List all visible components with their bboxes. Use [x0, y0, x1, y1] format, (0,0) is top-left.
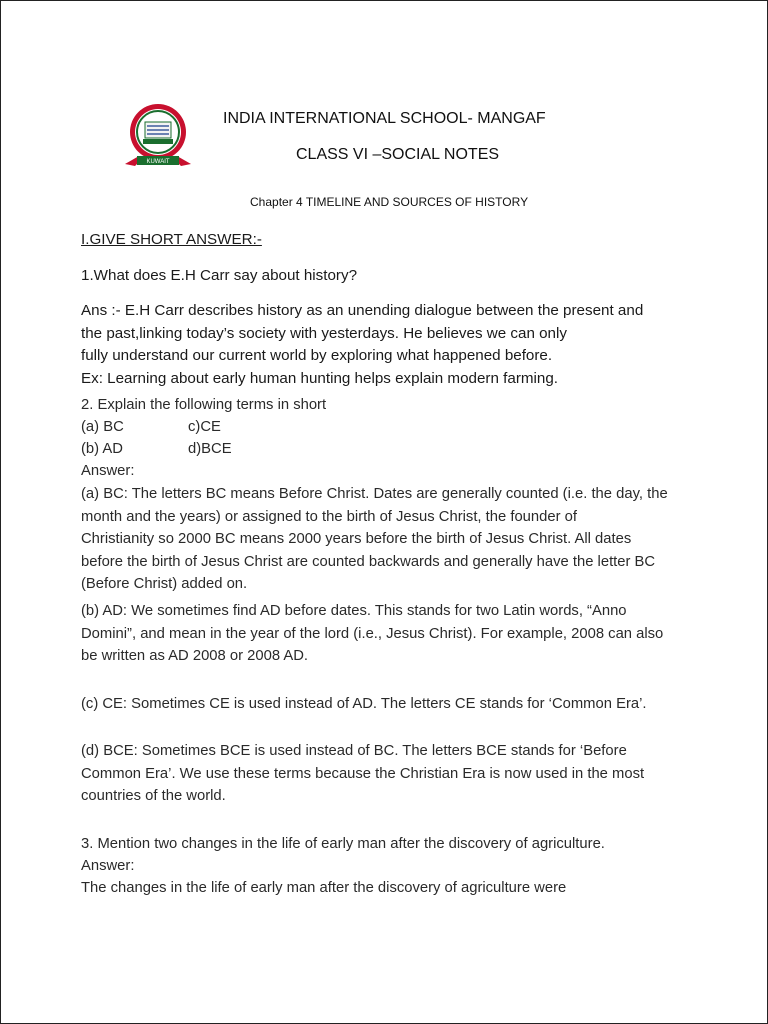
school-logo — [117, 98, 199, 170]
question-3-answer-label: Answer: — [81, 858, 135, 874]
question-2: 2. Explain the following terms in short — [81, 397, 327, 413]
answer-1-line: the past,linking today’s society with yesterdays. He believes we can only — [81, 324, 567, 342]
chapter-title: Chapter 4 TIMELINE AND SOURCES OF HISTORY — [250, 195, 529, 209]
ad-line: Domini”, and mean in the year of the lord (i.e., Jesus Christ). For example, 2008 can also — [81, 625, 664, 642]
bce-line: (d) BCE: Sometimes BCE is used instead of BC. The letters BCE stands for ‘Before — [81, 743, 627, 759]
term-a: (a) BC — [81, 419, 124, 435]
school-name: INDIA INTERNATIONAL SCHOOL- MANGAF — [223, 110, 546, 127]
class-title: CLASS VI –SOCIAL NOTES — [296, 146, 500, 163]
answer-1-block — [81, 300, 643, 390]
ce-definition: (c) CE: Sometimes CE is used instead of AD. The letters CE stands for ‘Common Era’. — [81, 696, 647, 712]
bc-line: Christianity so 2000 BC means 2000 years before the birth of Jesus Christ. All dates — [81, 531, 632, 548]
section-heading: I.GIVE SHORT ANSWER:- — [81, 231, 262, 248]
logo-banner-text: KUWAIT — [146, 159, 170, 165]
bce-definition — [81, 740, 644, 808]
ad-line: be written as AD 2008 or 2008 AD. — [81, 648, 309, 665]
bc-definition — [81, 483, 668, 596]
bce-line: countries of the world. — [81, 788, 226, 805]
term-b: (b) AD — [81, 441, 123, 457]
bc-line: (Before Christ) added on. — [81, 576, 248, 593]
question-3-answer: The changes in the life of early man after the discovery of agriculture were — [81, 880, 567, 896]
ad-line: (b) AD: We sometimes find AD before dates. This stands for two Latin words, “Anno — [81, 603, 627, 619]
answer-1-line: Ex: Learning about early human hunting helps explain modern farming. — [81, 369, 559, 387]
answer-1-line: fully understand our current world by exploring what happened before. — [81, 347, 553, 365]
term-c: c)CE — [188, 419, 221, 435]
question-3: 3. Mention two changes in the life of early man after the discovery of agriculture. — [81, 836, 605, 852]
bc-line: before the birth of Jesus Christ are counted backwards and generally have the letter BC — [81, 553, 656, 570]
question-1: 1.What does E.H Carr say about history? — [81, 267, 358, 284]
term-d: d)BCE — [188, 441, 232, 457]
ad-definition — [81, 600, 663, 668]
bce-line: Common Era’. We use these terms because the Christian Era is now used in the most — [81, 765, 645, 782]
bc-line: (a) BC: The letters BC means Before Christ. Dates are generally counted (i.e. the day, the — [81, 486, 668, 502]
answer-1-line: Ans :- E.H Carr describes history as an unending dialogue between the present and — [81, 302, 644, 319]
bc-line: month and the years) or assigned to the birth of Jesus Christ, the founder of — [81, 508, 577, 525]
answer-label: Answer: — [81, 463, 135, 479]
